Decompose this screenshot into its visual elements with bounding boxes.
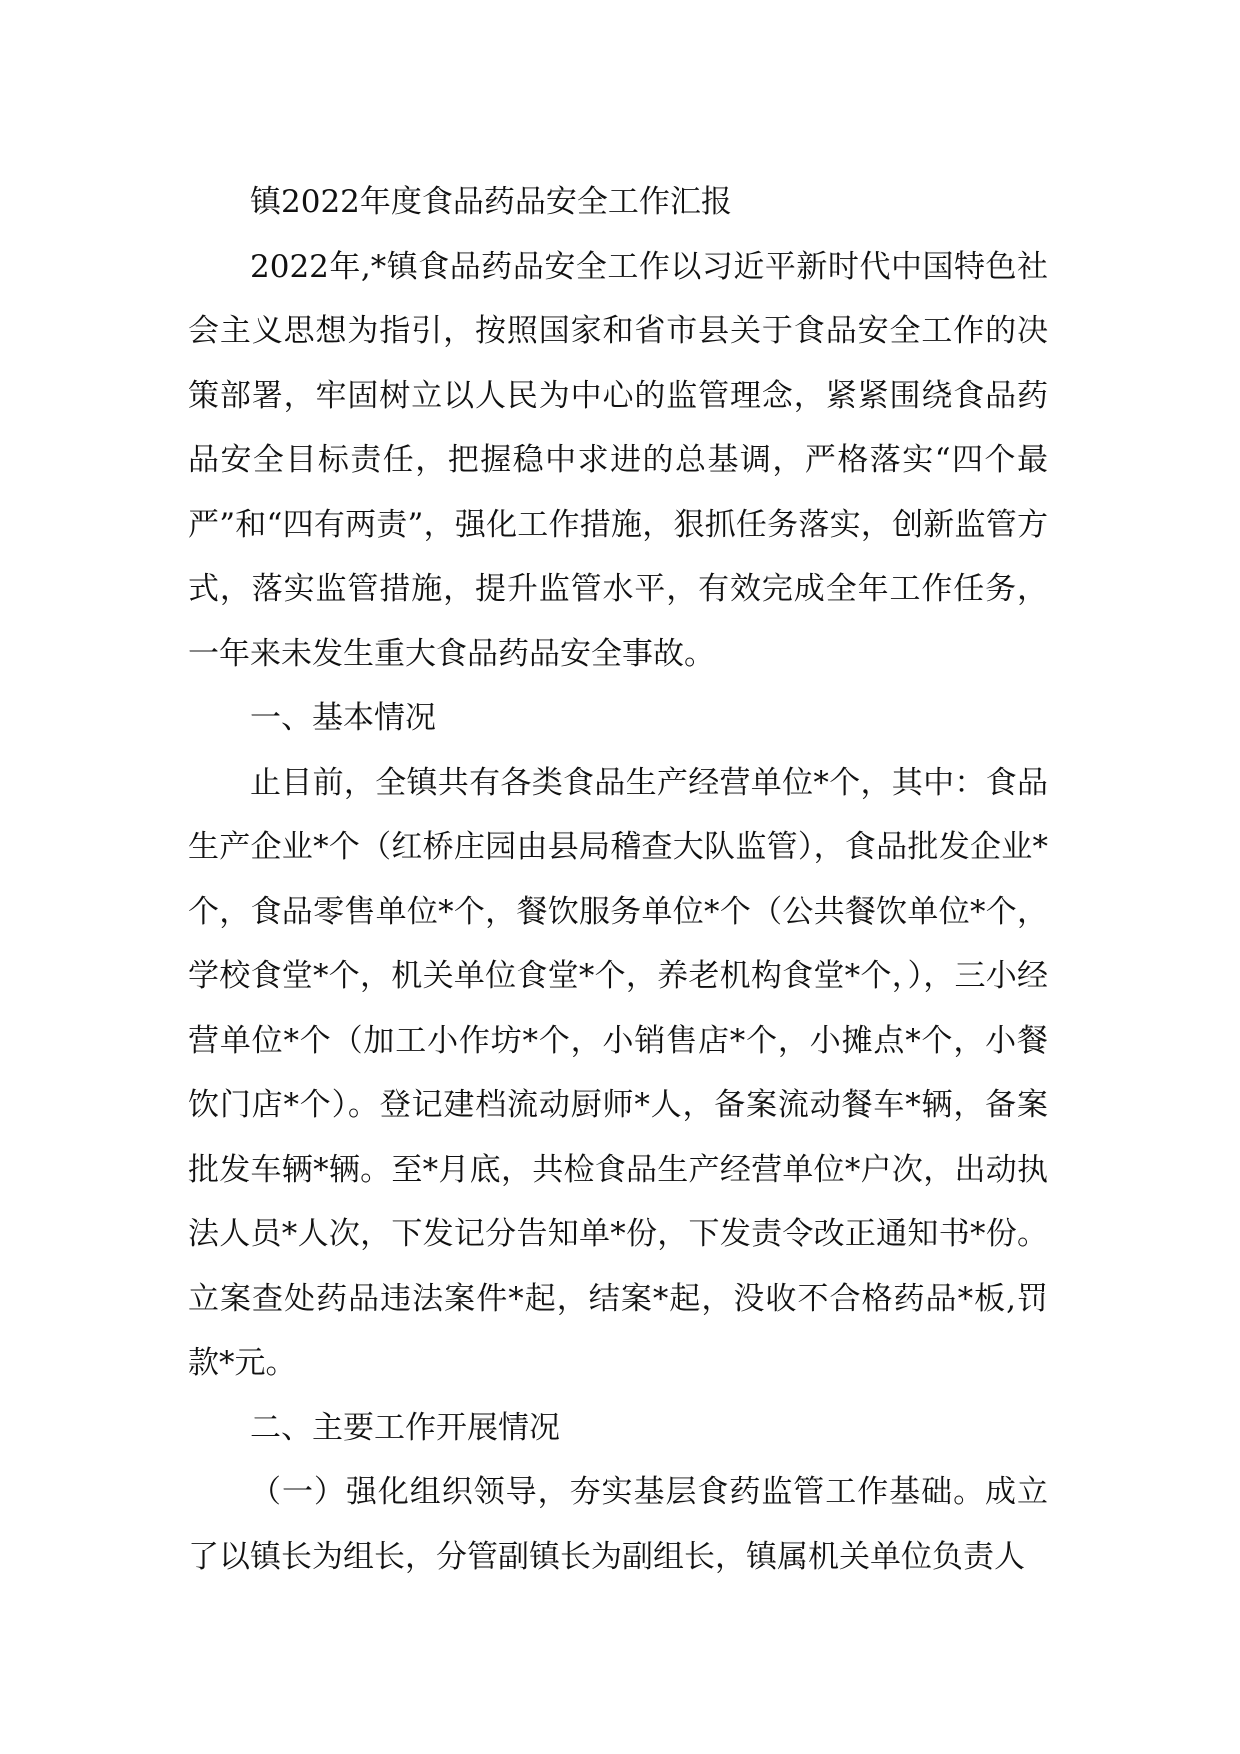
paragraph-organization: （一）强化组织领导，夯实基层食药监管工作基础。成立了以镇长为组长，分管副镇长为副组长，镇属机关单位负责人 bbox=[188, 1474, 1048, 1575]
section-heading-basic: 一、基本情况 bbox=[250, 700, 436, 736]
paragraph-basic-situation: 止目前，全镇共有各类食品生产经营单位*个，其中：食品生产企业*个（红桥庄园由县局稽查大队监管），食品批发企业*个，食品零售单位*个，餐饮服务单位*个（公共餐饮单位*个，学校食堂*个，机关单位食堂*个，养老机构食堂*个，），三小经营单位*个（加工小作坊*个，小销售店*个，小摊点*个，小餐饮门店*个）。登记建档流动厨师*人，备案流动餐车*辆，备案批发车辆*辆。至*月底，共检食品生产经营单位*户次，出动执法人员*人次，下发记分告知单*份，下发责令改正通知书*份。立案查处药品违法案件*起，结案*起，没收不合格药品*板,罚款*元。 bbox=[188, 764, 1048, 1381]
document-body bbox=[188, 170, 1048, 1589]
section-heading-main-work: 二、主要工作开展情况 bbox=[250, 1409, 560, 1446]
paragraph-intro: 2022年,*镇食品药品安全工作以习近平新时代中国特色社会主义思想为指引，按照国家和省市县关于食品安全工作的决策部署，牢固树立以人民为中心的监管理念，紧紧围绕食品药品安全目标责任，把握稳中求进的总基调，严格落实“四个最严”和“四有两责”，强化工作措施，狠抓任务落实，创新监管方式，落实监管措施，提升监管水平，有效完成全年工作任务，一年来未发生重大食品药品安全事故。 bbox=[188, 248, 1048, 672]
document-title: 镇2022年度食品药品安全工作汇报 bbox=[250, 184, 732, 220]
